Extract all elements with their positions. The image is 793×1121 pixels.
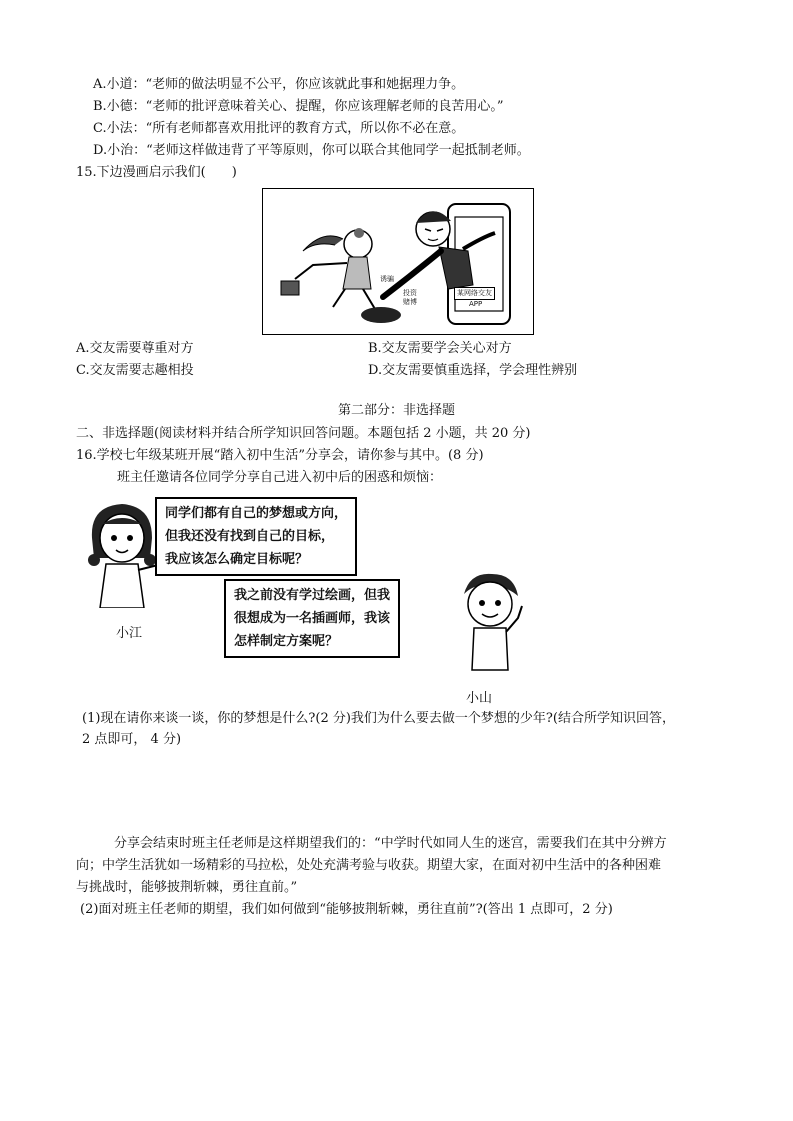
sub-question-1-line-1: (1)现在请你来谈一谈，你的梦想是什么?(2 分)我们为什么要去做一个梦想的少年?(结合所学知识回答，: [82, 711, 675, 726]
q15-cartoon: [262, 188, 534, 335]
closing-paragraph-line-2: 向；中学生活犹如一场精彩的马拉松，处处充满考验与收获。期望大家，在面对初中生活中的各种困难: [76, 858, 662, 873]
tag-cheat: 诱骗: [380, 275, 394, 283]
option-b-q14: B.小德：“老师的批评意味着关心、提醒，你应该理解老师的良苦用心。”: [93, 99, 504, 114]
tag-invest-2: 赌博: [403, 298, 417, 306]
cartoon-illustration: [263, 189, 533, 334]
bubble-left-line-1: 同学们都有自己的梦想或方向，: [165, 506, 348, 521]
speech-bubble-left: [155, 497, 357, 576]
bubble-left-line-2: 但我还没有找到自己的目标，: [165, 529, 335, 544]
part2-heading: 第二部分：非选择题: [337, 403, 455, 418]
sub-question-2: (2)面对班主任老师的期望，我们如何做到“能够披荆斩棘，勇往直前”?(答出 1 点即可，2 分): [80, 902, 613, 917]
tag-phone-app-2: APP: [469, 300, 483, 308]
option-b-q15: B.交友需要学会关心对方: [368, 341, 512, 356]
intro-text: 班主任邀请各位同学分享自己进入初中后的困惑和烦恼：: [117, 470, 443, 485]
question-15-stem: 15.下边漫画启示我们( ): [76, 165, 237, 180]
closing-paragraph-line-1: 分享会结束时班主任老师是这样期望我们的：“中学时代如同人生的迷宫，需要我们在其中分辨方: [114, 836, 667, 851]
bubble-right-line-3: 怎样制定方案呢？: [234, 634, 339, 649]
tag-phone-app-1: 某网络交友: [454, 287, 495, 300]
name-xiaoshan: 小山: [466, 691, 493, 706]
name-xiaojiang: 小江: [116, 626, 143, 641]
tag-invest-1: 投资: [403, 289, 417, 297]
section-heading: 二、非选择题(阅读材料并结合所学知识回答问题。本题包括 2 小题，共 20 分): [76, 426, 531, 441]
option-d-q14: D.小治：“老师这样做违背了平等原则，你可以联合其他同学一起抵制老师。: [93, 143, 530, 158]
option-c-q14: C.小法：“所有老师都喜欢用批评的教育方式，所以你不必在意。: [93, 121, 465, 136]
bubble-right-line-1: 我之前没有学过绘画，但我: [234, 588, 391, 603]
question-16-stem: 16.学校七年级某班开展“踏入初中生活”分享会，请你参与其中。(8 分): [76, 448, 484, 463]
speech-bubble-right: [224, 579, 400, 658]
closing-paragraph-line-3: 与挑战时，能够披荆斩棘，勇往直前。”: [76, 880, 298, 895]
boy-figure: [452, 570, 532, 675]
option-d-q15: D.交友需要慎重选择，学会理性辨别: [368, 363, 578, 378]
bubble-left-line-3: 我应该怎么确定目标呢？: [165, 552, 309, 567]
bubble-right-line-2: 很想成为一名插画师，我该: [234, 611, 391, 626]
option-a-q15: A.交友需要尊重对方: [76, 341, 194, 356]
option-c-q15: C.交友需要志趣相投: [76, 363, 194, 378]
option-a-q14: A.小道：“老师的做法明显不公平，你应该就此事和她据理力争。: [93, 77, 465, 92]
sub-question-1-line-2: 2 点即可， 4 分): [82, 732, 182, 747]
